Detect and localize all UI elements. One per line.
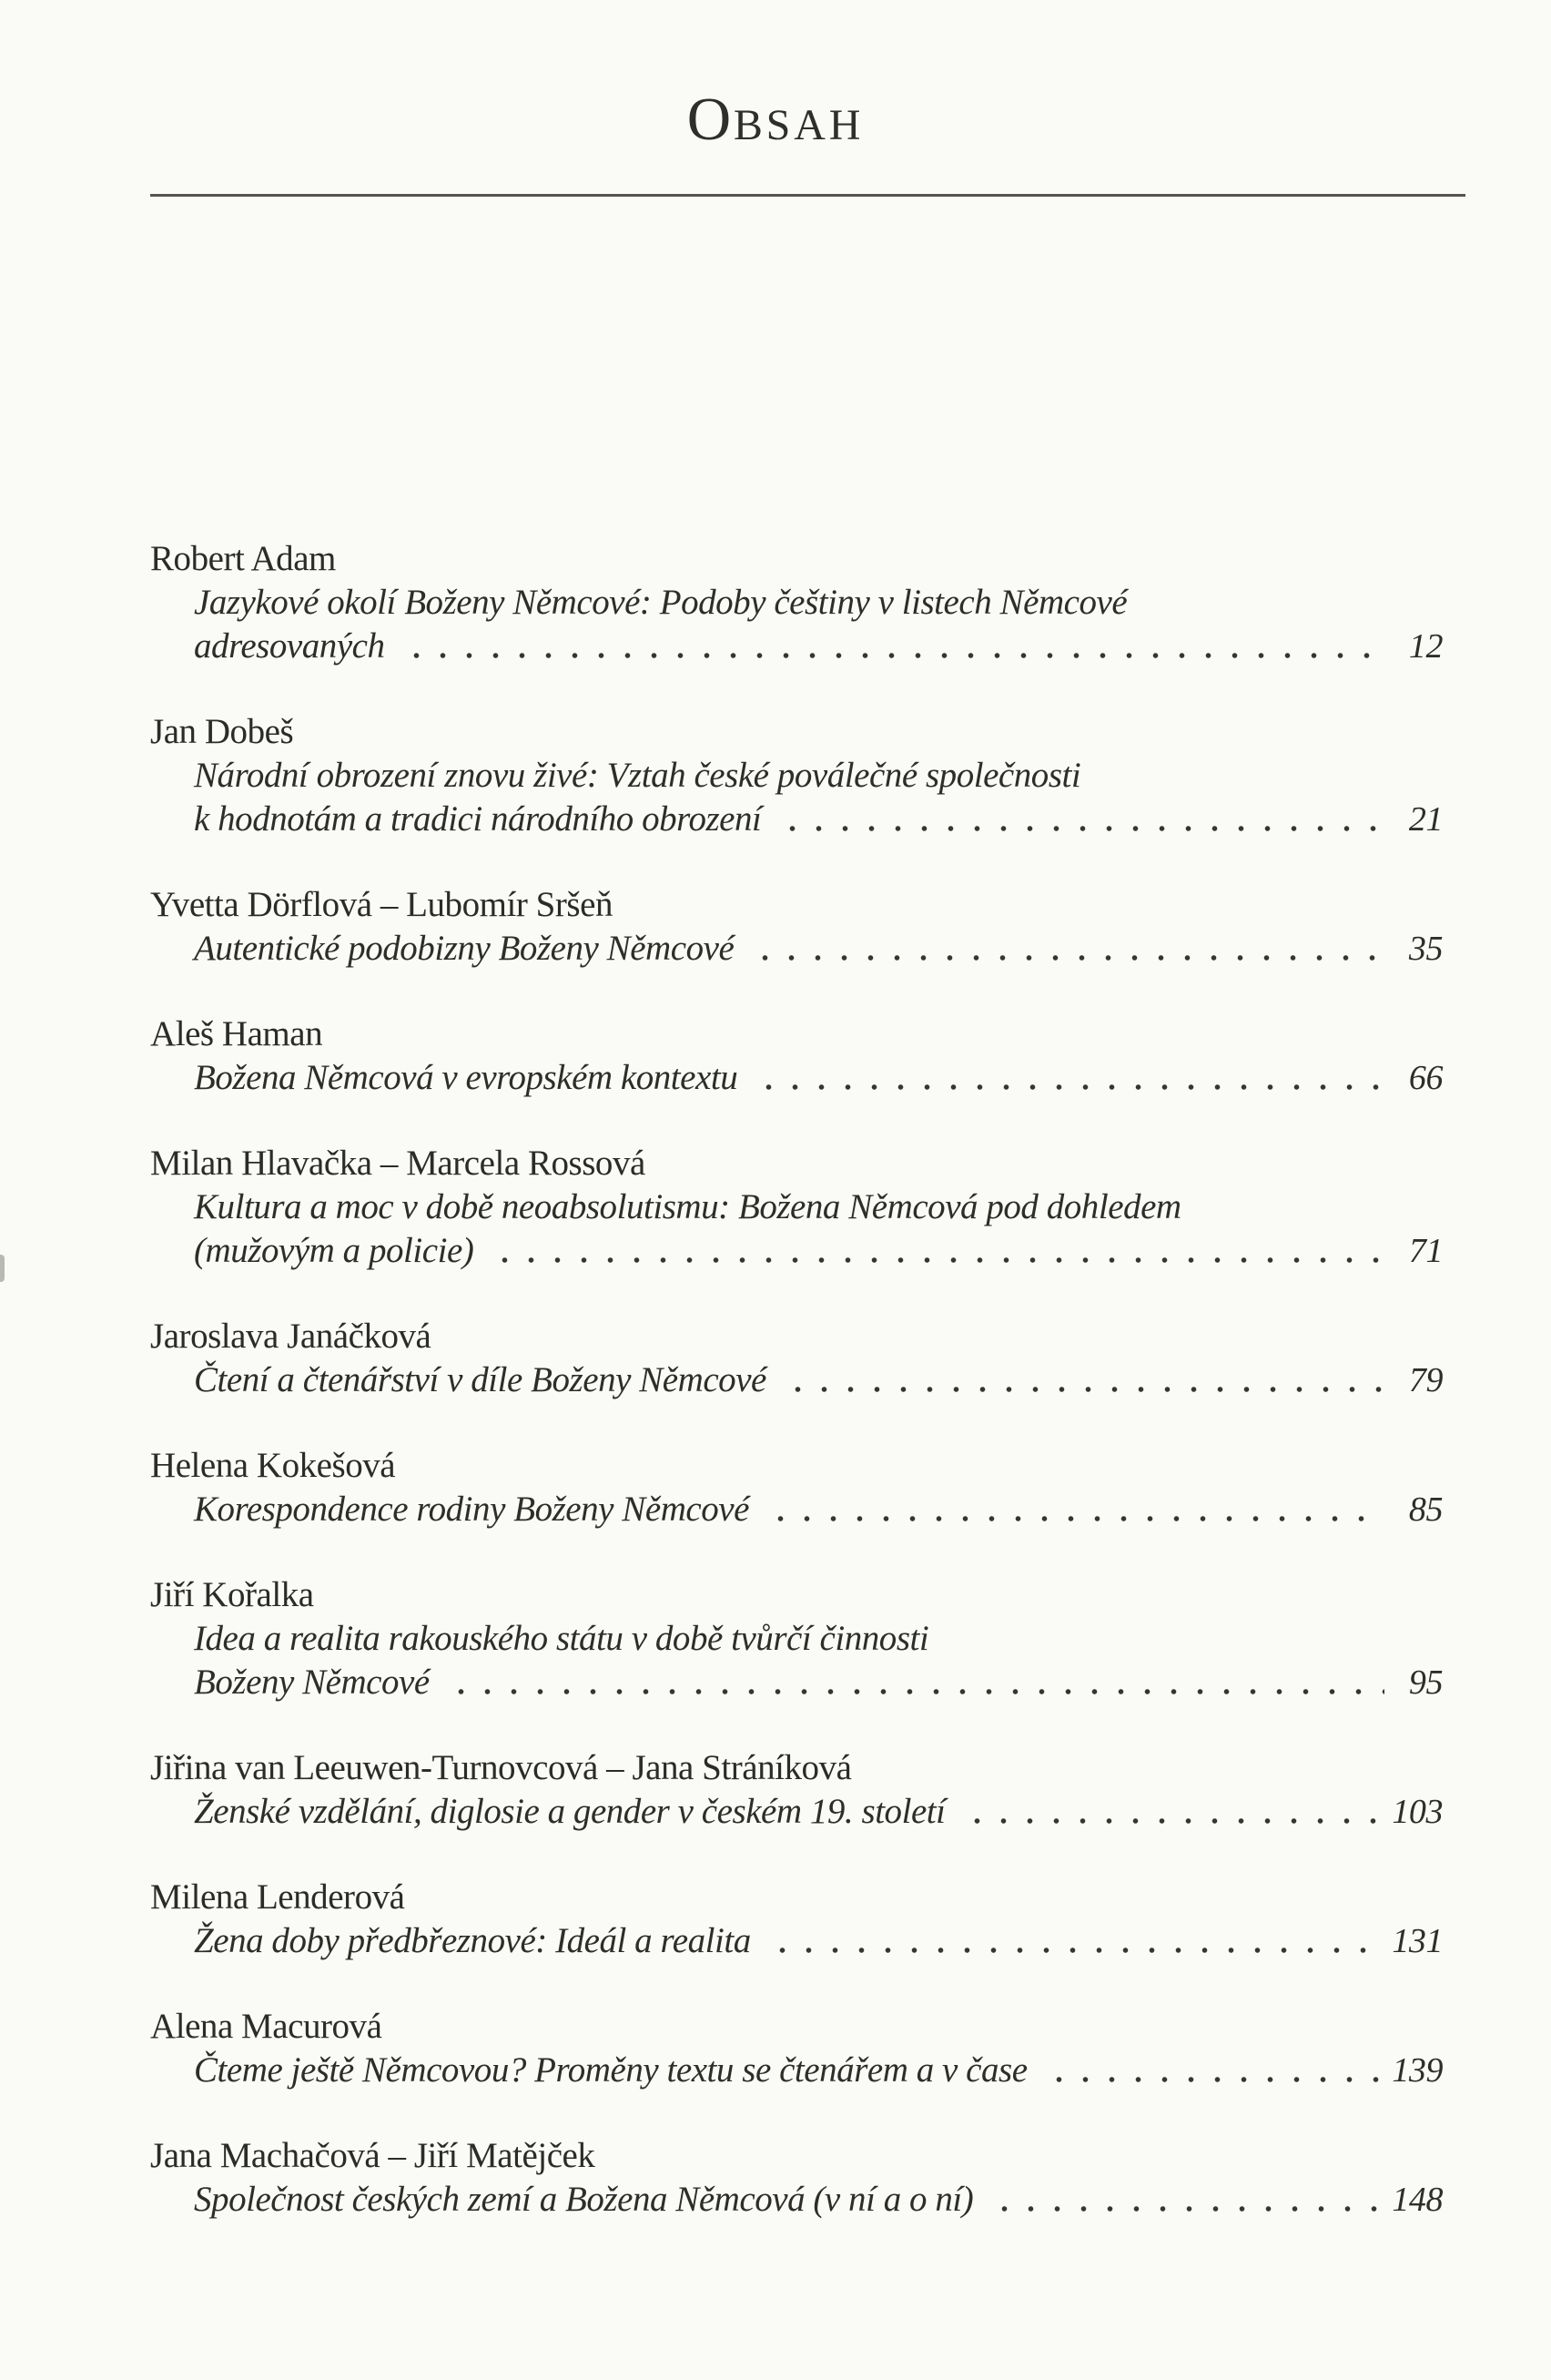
toc-entry bbox=[150, 1573, 1443, 1704]
toc-entry-title bbox=[150, 1185, 1443, 1273]
toc-entry-title bbox=[150, 1056, 1443, 1100]
toc-entry-title-line bbox=[150, 754, 1443, 798]
toc-entry-title bbox=[150, 1488, 1443, 1531]
toc-entry-title-line bbox=[150, 1790, 1443, 1834]
toc-entry-title-line bbox=[150, 1185, 1443, 1229]
toc-entry-page-number: 148 bbox=[1392, 2181, 1443, 2219]
dot-leader bbox=[403, 625, 1384, 668]
toc-entry-title bbox=[150, 581, 1443, 668]
toc-entry bbox=[150, 2134, 1443, 2222]
title-text: adresovaných bbox=[194, 626, 385, 666]
toc-entry-author: Jiřina van Leeuwen-Turnovcová – Jana Stráníková bbox=[150, 1748, 852, 1787]
toc-entry-author: Jana Machačová – Jiří Matějček bbox=[150, 2136, 595, 2175]
toc-entry-page-number: 21 bbox=[1408, 800, 1443, 839]
dot-leader bbox=[769, 1919, 1384, 1963]
toc-entry-title bbox=[150, 1617, 1443, 1704]
title-text: Korespondence rodiny Boženy Němcové bbox=[194, 1490, 749, 1529]
toc-entry bbox=[150, 537, 1443, 668]
toc-entry-title bbox=[150, 1358, 1443, 1402]
toc-entry-author: Milan Hlavačka – Marcela Rossová bbox=[150, 1144, 645, 1183]
toc-entry-page-number: 12 bbox=[1408, 627, 1443, 666]
toc-entry-title-line bbox=[150, 2178, 1443, 2222]
title-text: Jazykové okolí Boženy Němcové: Podoby češtiny v listech Němcové bbox=[194, 583, 1128, 622]
toc-entry-title-line bbox=[150, 2049, 1443, 2092]
toc-entry bbox=[150, 883, 1443, 971]
toc-entry-title bbox=[150, 1919, 1443, 1963]
toc-entry-title-line bbox=[150, 625, 1443, 668]
toc-entry bbox=[150, 1444, 1443, 1531]
title-text: Čteme ještě Němcovou? Proměny textu se čtenářem a v čase bbox=[194, 2050, 1028, 2090]
toc-entry-title-line bbox=[150, 1056, 1443, 1100]
toc-entry-page-number: 66 bbox=[1408, 1059, 1443, 1097]
dot-leader bbox=[779, 798, 1384, 841]
dot-leader bbox=[964, 1790, 1384, 1834]
title-text: Společnost českých zemí a Božena Němcová (v ní a o ní) bbox=[194, 2180, 974, 2219]
toc-entry-page-number: 95 bbox=[1408, 1663, 1443, 1702]
title-text: (mužovým a policie) bbox=[194, 1231, 474, 1270]
dot-leader bbox=[1046, 2049, 1384, 2092]
dot-leader bbox=[492, 1229, 1384, 1273]
toc-entry-author: Helena Kokešová bbox=[150, 1446, 396, 1485]
toc-entry-title-line bbox=[150, 798, 1443, 841]
toc-entry-author: Jan Dobeš bbox=[150, 712, 294, 751]
toc-entry-title-line bbox=[150, 1919, 1443, 1963]
title-text: Idea a realita rakouského státu v době tvůrčí činnosti bbox=[194, 1619, 929, 1658]
toc-entry-title-line bbox=[150, 1488, 1443, 1531]
dot-leader bbox=[767, 1488, 1384, 1531]
toc-entry-title bbox=[150, 1790, 1443, 1834]
title-text: Božena Němcová v evropském kontextu bbox=[194, 1058, 738, 1097]
toc-entry bbox=[150, 1746, 1443, 1834]
toc-entry-title-line bbox=[150, 1229, 1443, 1273]
toc-entry-title bbox=[150, 2049, 1443, 2092]
toc-entry-page-number: 131 bbox=[1392, 1922, 1443, 1960]
toc-entry bbox=[150, 2005, 1443, 2092]
toc-entry-title bbox=[150, 927, 1443, 971]
dot-leader bbox=[755, 1056, 1384, 1100]
toc-entry-title bbox=[150, 2178, 1443, 2222]
toc-entry-page-number: 139 bbox=[1392, 2051, 1443, 2090]
toc-entry-page-number: 103 bbox=[1392, 1793, 1443, 1831]
dot-leader bbox=[785, 1358, 1384, 1402]
toc-entry-title-line bbox=[150, 1617, 1443, 1661]
toc-entry-page-number: 35 bbox=[1408, 930, 1443, 968]
title-text: Národní obrození znovu živé: Vztah české poválečné společnosti bbox=[194, 756, 1081, 795]
title-text: Žena doby předbřeznové: Ideál a realita bbox=[194, 1921, 751, 1960]
toc-entry bbox=[150, 1142, 1443, 1273]
header-rule bbox=[150, 194, 1465, 197]
toc-entry-title-line bbox=[150, 927, 1443, 971]
dot-leader bbox=[448, 1661, 1384, 1704]
toc-entry-title-line bbox=[150, 1358, 1443, 1402]
title-text: Boženy Němcové bbox=[194, 1663, 430, 1702]
title-text: k hodnotám a tradici národního obrození bbox=[194, 799, 762, 839]
toc-entry-author: Alena Macurová bbox=[150, 2007, 382, 2046]
scan-artifact bbox=[0, 1255, 5, 1282]
toc-entry-title-line bbox=[150, 581, 1443, 625]
page-title: OBSAH bbox=[686, 86, 865, 153]
toc-entry-title-line bbox=[150, 1661, 1443, 1704]
dot-leader bbox=[752, 927, 1384, 971]
title-text: Kultura a moc v době neoabsolutismu: Božena Němcová pod dohledem bbox=[194, 1187, 1181, 1226]
toc-entry-title bbox=[150, 754, 1443, 841]
toc-entry-page-number: 79 bbox=[1408, 1361, 1443, 1399]
toc-entry-author: Jiří Kořalka bbox=[150, 1575, 314, 1614]
toc-entry bbox=[150, 1012, 1443, 1100]
toc-entry-page-number: 71 bbox=[1408, 1232, 1443, 1270]
toc-entry bbox=[150, 710, 1443, 841]
title-text: Ženské vzdělání, diglosie a gender v českém 19. století bbox=[194, 1792, 946, 1831]
title-text: Čtení a čtenářství v díle Boženy Němcové bbox=[194, 1360, 766, 1399]
page-header bbox=[0, 0, 1551, 197]
toc-entry-author: Aleš Haman bbox=[150, 1014, 323, 1053]
toc-entry-author: Yvetta Dörflová – Lubomír Sršeň bbox=[150, 885, 613, 924]
title-text: Autentické podobizny Boženy Němcové bbox=[194, 929, 735, 968]
toc-entry-page-number: 85 bbox=[1408, 1490, 1443, 1529]
dot-leader bbox=[991, 2178, 1384, 2222]
toc-entry-author: Jaroslava Janáčková bbox=[150, 1317, 431, 1356]
toc-entry-list bbox=[150, 537, 1443, 2222]
toc-entry-author: Robert Adam bbox=[150, 539, 336, 578]
toc-entry bbox=[150, 1315, 1443, 1402]
toc-entry bbox=[150, 1876, 1443, 1963]
toc-entry-author: Milena Lenderová bbox=[150, 1877, 405, 1917]
